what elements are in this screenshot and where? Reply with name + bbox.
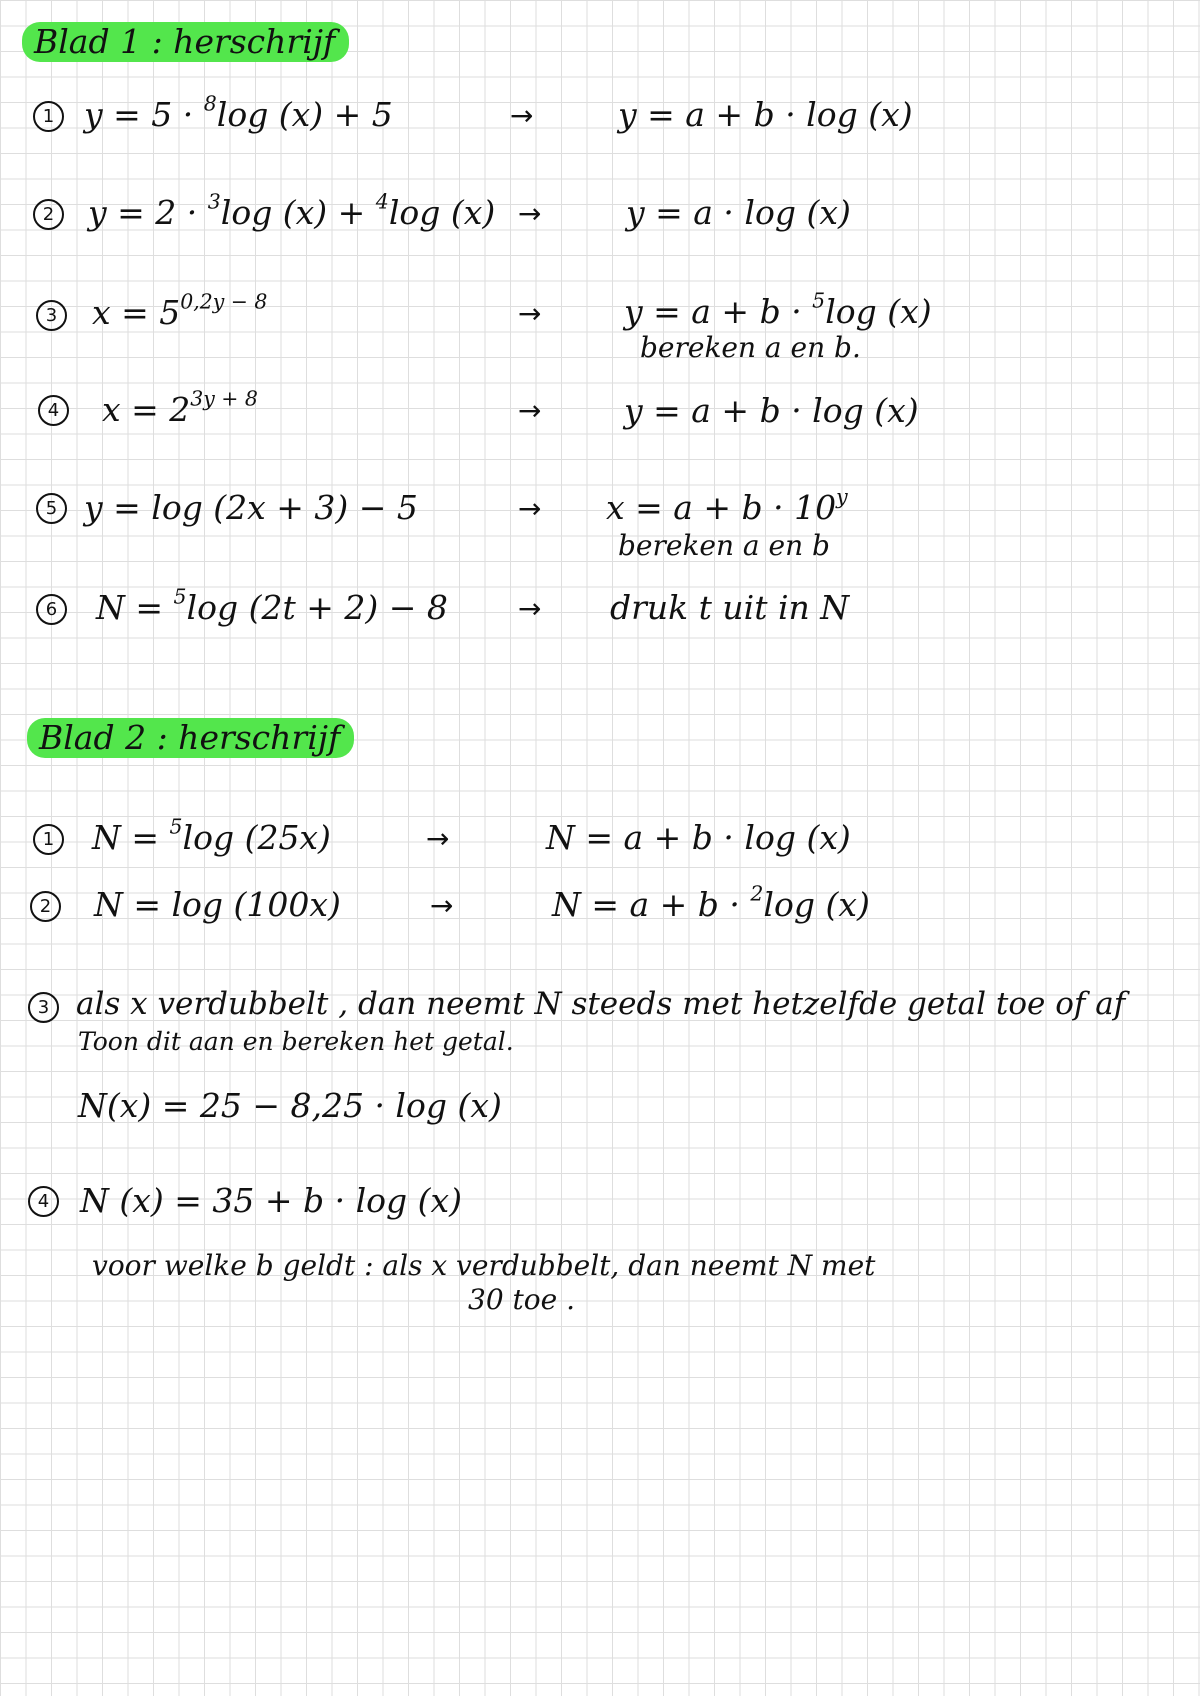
item-number: 3 [36,300,67,331]
instruction: bereken a en b [618,529,830,562]
expression-left: N = $^5$log (2t + 2) − 8 [96,584,448,627]
question-text: voor welke b geldt : als x verdubbelt, dan neemt N met [92,1249,876,1282]
item-number: 4 [28,1186,59,1217]
item-number: 2 [33,199,64,230]
expression-right: y = a · log (x) [626,193,851,232]
expression-right: y = a + b · $^5$log (x) [624,288,932,331]
arrow-icon: → [518,492,542,525]
item-number: 3 [28,992,59,1023]
expression-left: y = 2 · $^3$log (x) + $^4$log (x) [88,189,496,232]
arrow-icon: → [518,197,542,230]
item-number: 1 [33,824,64,855]
expression-left: N = $^5$log (25x) [92,814,331,857]
question-text: als x verdubbelt , dan neemt N steeds met hetzelfde getal toe of af [76,986,1126,1022]
expression-left: N = log (100x) [94,885,341,924]
question-text-continued: 30 toe . [468,1283,576,1316]
expression-left: y = log (2x + 3) − 5 [84,488,418,527]
expression-right: $x = a + b \cdot 10^y$ [606,484,848,527]
expression-left: y = 5 · $^8$log (x) + 5 [84,91,393,134]
item-number: 4 [38,395,69,426]
blad2-heading: Blad 2 : herschrijf [27,718,354,758]
item-number: 5 [36,493,67,524]
instruction: bereken a en b. [640,331,861,364]
item-number: 1 [33,101,64,132]
expression-right: y = a + b · log (x) [624,391,919,430]
blad1-heading: Blad 1 : herschrijf [22,22,349,62]
expression-right: N = a + b · $^2$log (x) [552,881,870,924]
arrow-icon: → [518,297,542,330]
arrow-icon: → [426,822,450,855]
question-instruction: Toon dit aan en bereken het getal. [78,1027,514,1056]
expression-left: $x = 5^{0,2y - 8}$ [92,289,268,332]
expression-right: druk t uit in N [610,588,850,627]
arrow-icon: → [510,99,534,132]
expression-left: $x = 2^{3y + 8}$ [102,386,258,429]
formula: N(x) = 25 − 8,25 · log (x) [78,1086,502,1125]
arrow-icon: → [518,592,542,625]
formula: N (x) = 35 + b · log (x) [80,1181,462,1220]
expression-right: y = a + b · log (x) [618,95,913,134]
arrow-icon: → [518,394,542,427]
arrow-icon: → [430,889,454,922]
item-number: 6 [36,594,67,625]
expression-right: N = a + b · log (x) [546,818,851,857]
item-number: 2 [30,891,61,922]
